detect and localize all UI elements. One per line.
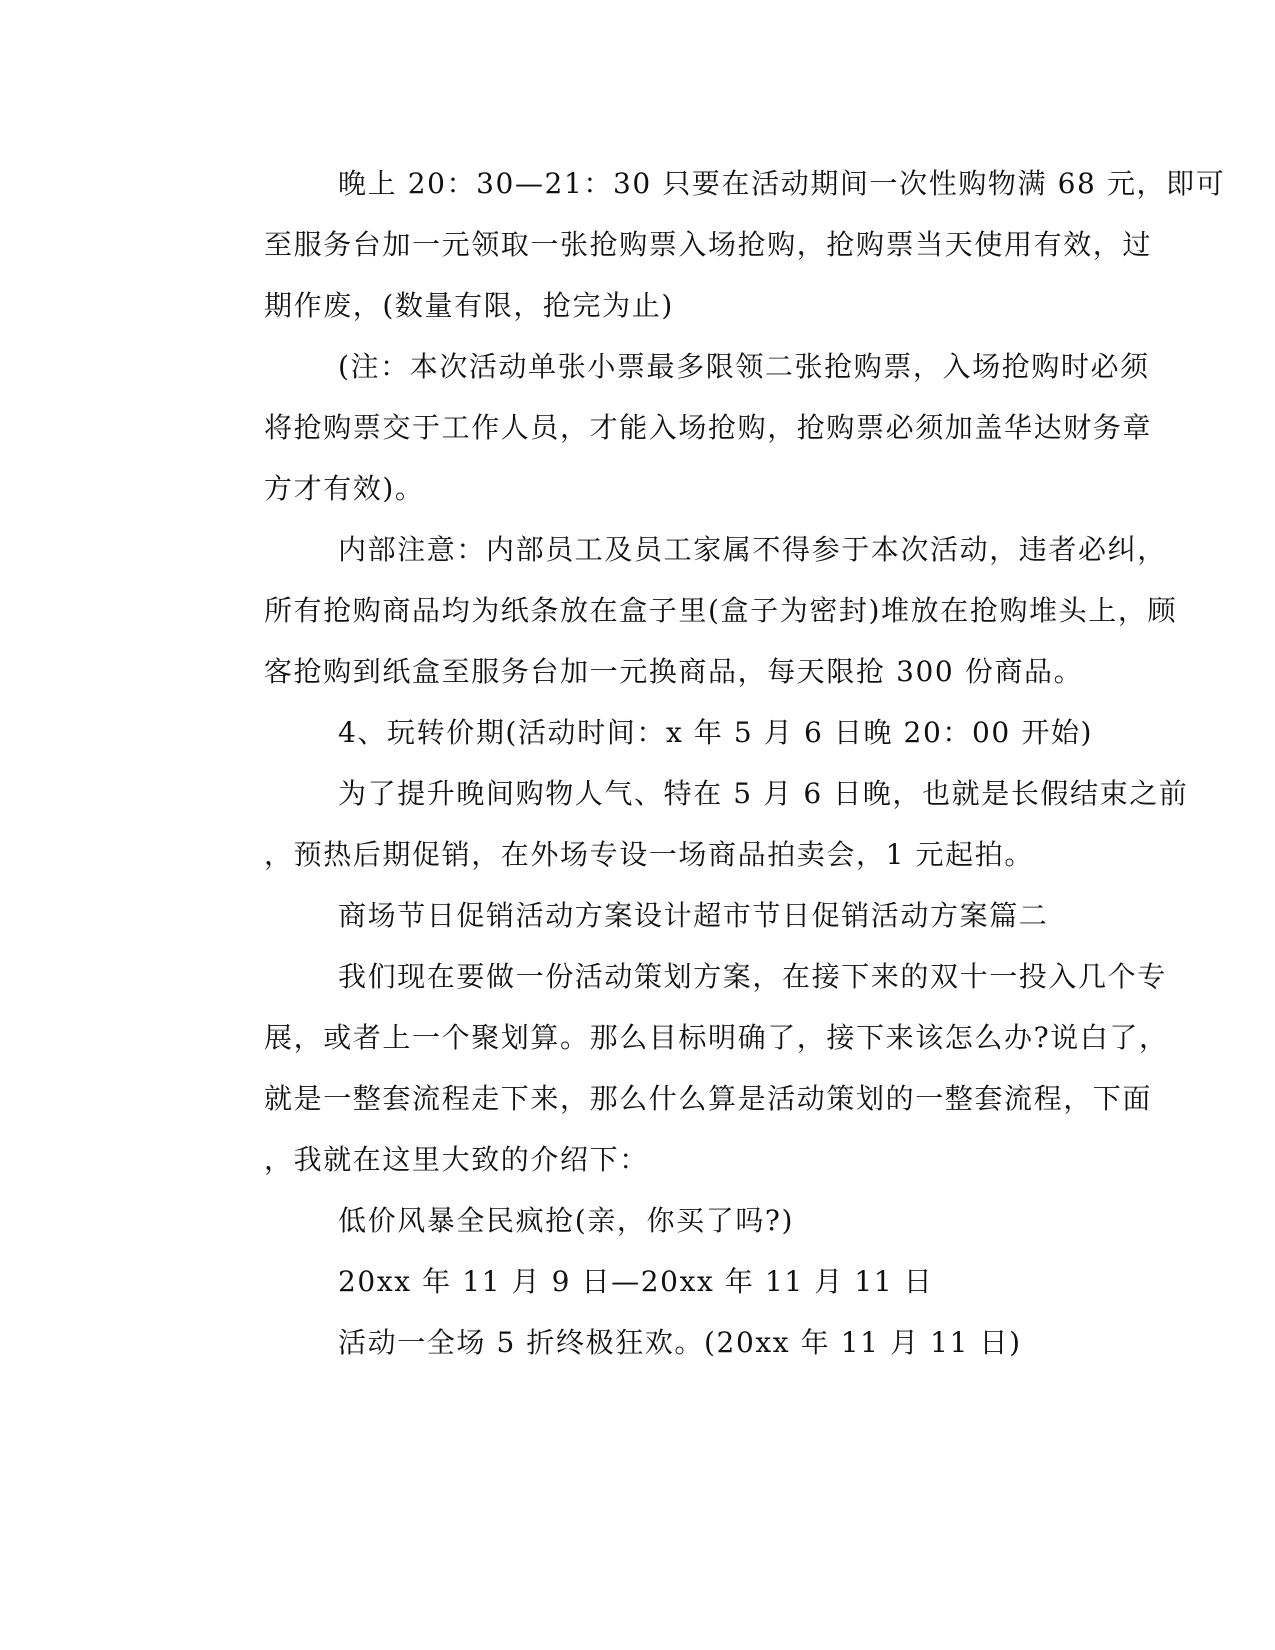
- text-line: 所有抢购商品均为纸条放在盒子里(盒子为密封)堆放在抢购堆头上，顾: [264, 594, 1178, 627]
- text-line: 低价风暴全民疯抢(亲，你买了吗?): [338, 1204, 795, 1237]
- text-line: 客抢购到纸盒至服务台加一元换商品，每天限抢 300 份商品。: [264, 655, 1084, 688]
- text-line: (注：本次活动单张小票最多限领二张抢购票，入场抢购时必须: [338, 350, 1150, 383]
- slogan-line: [190, 1190, 1090, 1251]
- text-line: 展，或者上一个聚划算。那么目标明确了，接下来该怎么办?说白了，: [264, 1021, 1169, 1054]
- document-body: [190, 153, 1226, 1373]
- text-line: 为了提升晚间购物人气、特在 5 月 6 日晚，也就是长假结束之前: [338, 777, 1189, 810]
- text-line: 商场节日促销活动方案设计超市节日促销活动方案篇二: [338, 899, 1049, 932]
- section-title-part-two: [190, 885, 1090, 946]
- text-line: 内部注意：内部员工及员工家属不得参于本次活动，违者必纠，: [338, 533, 1167, 566]
- paragraph-auction: [190, 763, 1189, 885]
- activity-one-line: [190, 1312, 1090, 1373]
- date-range-line: [190, 1251, 1090, 1312]
- text-line: 4、玩转价期(活动时间：x 年 5 月 6 日晚 20：00 开始): [338, 716, 1094, 749]
- text-line: 活动一全场 5 折终极狂欢。(20xx 年 11 月 11 日): [338, 1326, 1022, 1359]
- text-line: 就是一整套流程走下来，那么什么算是活动策划的一整套流程，下面: [264, 1082, 1153, 1115]
- paragraph-planning-intro: [190, 946, 1169, 1190]
- paragraph-flash-sale-evening: [190, 153, 1226, 336]
- text-line: ，我就在这里大致的介绍下：: [264, 1143, 649, 1176]
- text-line: 20xx 年 11 月 9 日—20xx 年 11 月 11 日: [338, 1265, 934, 1298]
- text-line: 晚上 20：30—21：30 只要在活动期间一次性购物满 68 元，即可: [338, 167, 1226, 200]
- text-line: 我们现在要做一份活动策划方案，在接下来的双十一投入几个专: [338, 960, 1167, 993]
- text-line: ，预热后期促销，在外场专设一场商品拍卖会，1 元起拍。: [264, 838, 1034, 871]
- text-line: 至服务台加一元领取一张抢购票入场抢购，抢购票当天使用有效，过: [264, 228, 1153, 261]
- paragraph-note-ticket-limit: [190, 336, 1153, 519]
- section-heading-price-period: [190, 702, 1094, 763]
- text-line: 将抢购票交于工作人员，才能入场抢购，抢购票必须加盖华达财务章: [264, 411, 1153, 444]
- text-line: 方才有效)。: [264, 472, 425, 505]
- text-line: 期作废，(数量有限，抢完为止): [264, 289, 674, 322]
- paragraph-internal-notice: [190, 519, 1178, 702]
